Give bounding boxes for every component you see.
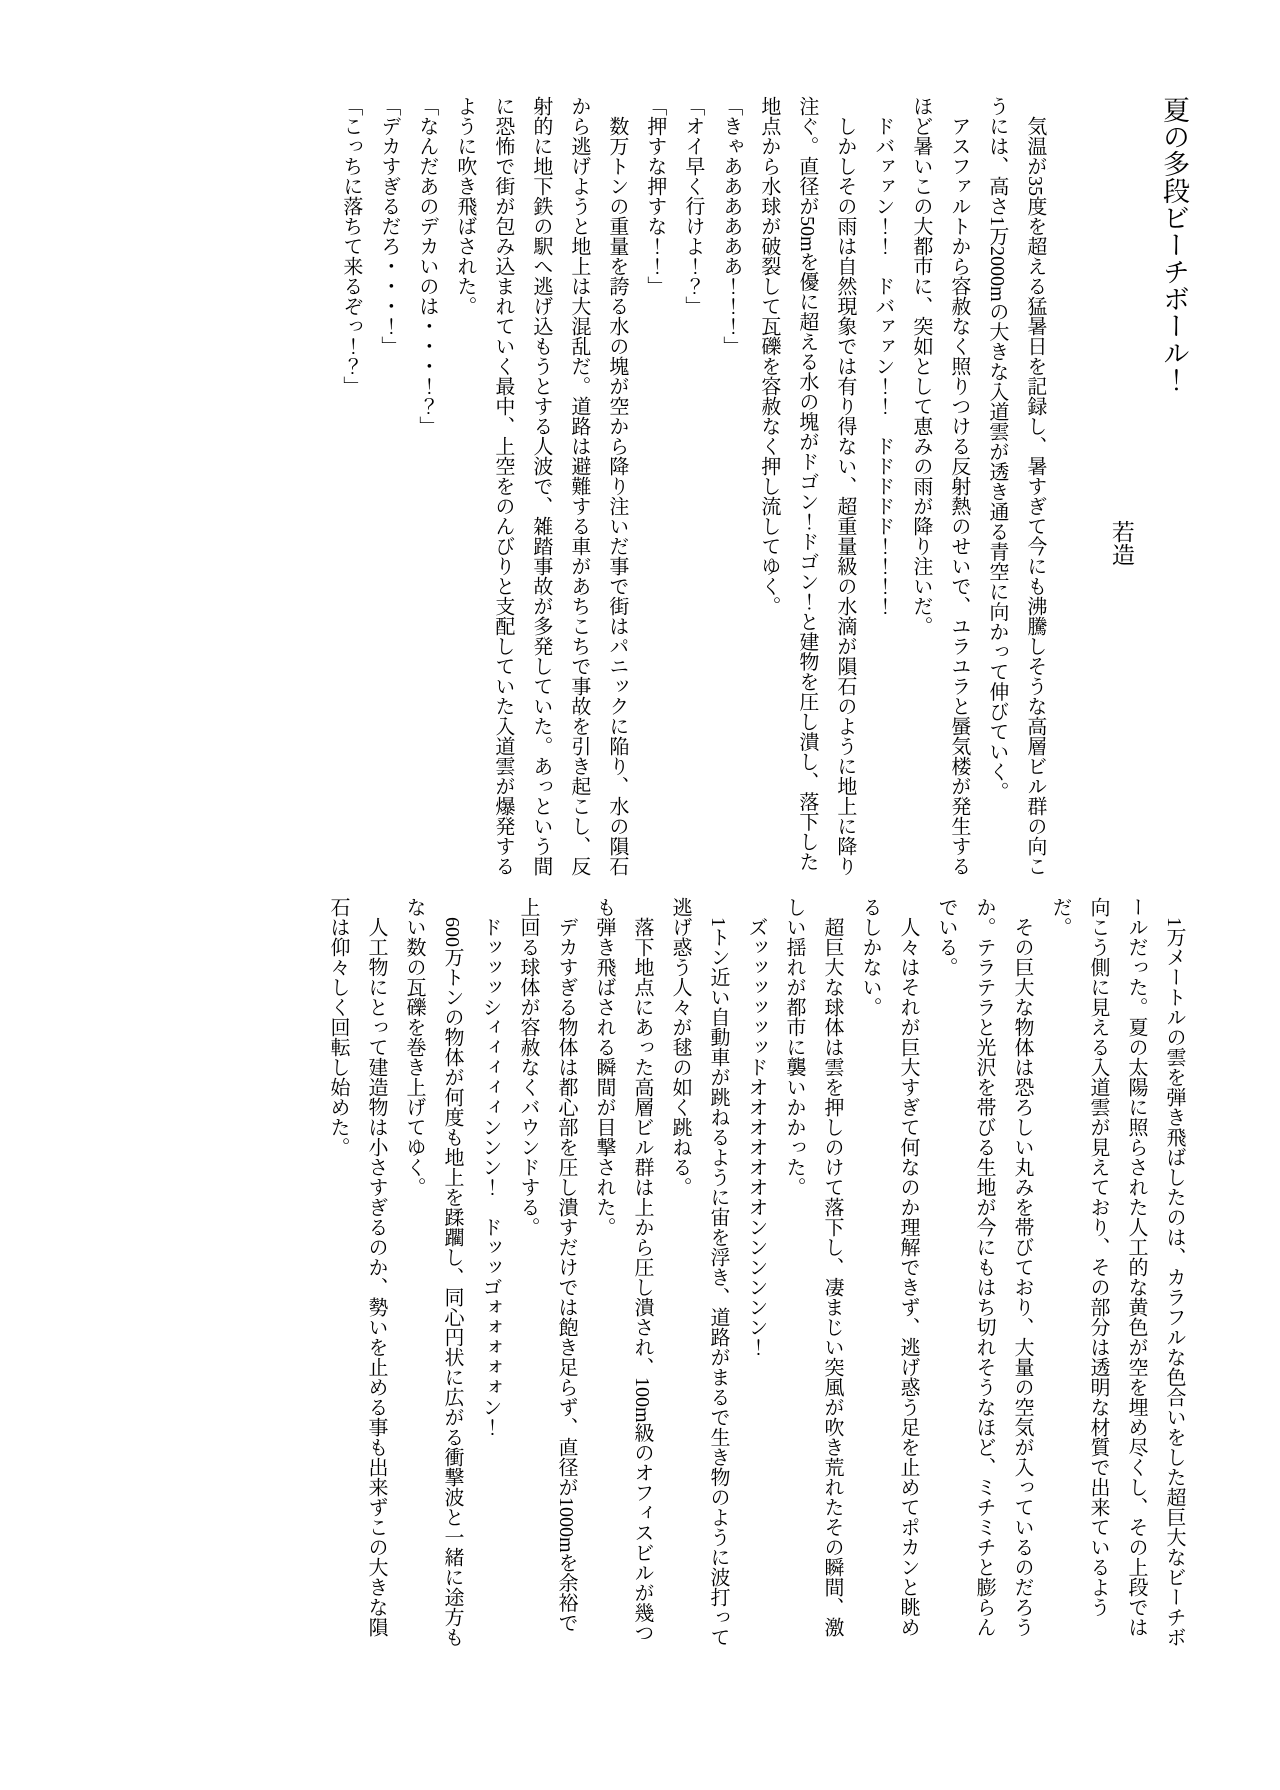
paragraph-narrative: 気温が35度を超える猛暑日を記録し、暑すぎて今にも沸騰しそうな高層ビル群の向こうには、高さ1万2000mの大きな入道雲が透き通る青空に向かって伸びていく。 [985, 96, 1046, 876]
paragraph-dialog: 「きゃああああああ！！！」 [719, 96, 742, 356]
paragraph-narrative: アスファルトから容赦なく照りつける反射熱のせいで、ユラユラと蜃気楼が発生するほど暑いこの大都市に、突如として恵みの雨が降り注いだ。 [909, 96, 970, 876]
paragraph-dialog: 「なんだあのデカいのは・・・！？」 [415, 96, 438, 436]
paragraph-sfx: ドッッッシィィィィィンンン！ ドッッゴォォォォォン！ [479, 917, 501, 1437]
author-name: 若造 [1108, 520, 1134, 566]
page-two [319, 897, 1193, 1649]
paragraph-narrative: 1万メートルの雲を弾き飛ばしたのは、カラフルな色合いをした超巨大なビーチボールだった。夏の太陽に照らされた人工的な黄色が空を埋め尽くし、その上段では向こう側に見える入道雲が見えており、その部分は透明な材質で出来ているようだ。 [1049, 897, 1185, 1647]
page-title: 夏の多段ビーチボール！ [1159, 96, 1189, 393]
page-one [332, 96, 1193, 880]
paragraph-narrative: 1トン近い自動車が跳ねるように宙を浮き、道路がまるで生き物のように波打って逃げ惑う人々が毬の如く跳ねる。 [669, 897, 729, 1647]
paragraph-narrative: 600万トンの物体が何度も地上を蹂躙し、同心円状に広がる衝撃波と一緒に途方もない数の瓦礫を巻き上げてゆく。 [403, 897, 463, 1647]
paragraph-narrative: 落下地点にあった高層ビル群は上から圧し潰され、100m級のオフィスビルが幾つも弾き飛ばされる瞬間が目撃された。 [593, 897, 653, 1643]
paragraph-narrative: その巨大な物体は恐ろしい丸みを帯びており、大量の空気が入っているのだろうか。テラテラと光沢を帯びる生地が今にもはち切れそうなほど、ミチミチと膨らんでいる。 [935, 897, 1033, 1637]
paragraph-narrative: しかしその雨は自然現象では有り得ない、超重量級の水滴が隕石のように地上に降り注ぐ。直径が50mを優に超える水の塊がドゴン！ドゴン！と建物を圧し潰し、落下した地点から水球が破裂して瓦礫を容赦なく押し流してゆく。 [757, 96, 856, 876]
paragraph-narrative: 人工物にとって建造物は小さすぎるのか、勢いを止める事も出来ずこの大きな隕石は仰々しく回転し始めた。 [327, 897, 387, 1637]
paragraph-dialog: 「オイ早く行けよ！？」 [681, 96, 704, 316]
paragraph-narrative: デカすぎる物体は都心部を圧し潰すだけでは飽き足らず、直径が1000mを余裕で上回る球体が容赦なくバウンドする。 [517, 897, 577, 1633]
paragraph-narrative: 数万トンの重量を誇る水の塊が空から降り注いだ事で街はパニックに陥り、水の隕石から逃げようと地上は大混乱だ。道路は避難する車があちこちで事故を引き起こし、反射的に地下鉄の駅へ逃げ込もうとする人波で、雑踏事故が多発していた。あっという間に恐怖で街が包み込まれていく最中、上空をのんびりと支配していた入道雲が爆発するように吹き飛ばされた。 [453, 96, 628, 876]
paragraph-dialog: 「こっちに落ちて来るぞっ！？」 [339, 96, 362, 396]
paragraph-narrative: 超巨大な球体は雲を押しのけて落下し、凄まじい突風が吹き荒れたその瞬間、激しい揺れが都市に襲いかかった。 [783, 897, 843, 1637]
paragraph-sfx: ドバァァン！！ ドバァァン！！ ドドドドド！！！！ [871, 116, 894, 616]
paragraph-dialog: 「押すな押すな！！」 [643, 96, 666, 296]
paragraph-narrative: 人々はそれが巨大すぎて何なのか理解できず、逃げ惑う足を止めてポカンと眺めるしかない。 [859, 897, 919, 1637]
paragraph-dialog: 「デカすぎるだろ・・・！」 [377, 96, 400, 356]
paragraph-sfx: ズッッッッッッドオオオオオオオンンンンンン！ [745, 917, 767, 1357]
